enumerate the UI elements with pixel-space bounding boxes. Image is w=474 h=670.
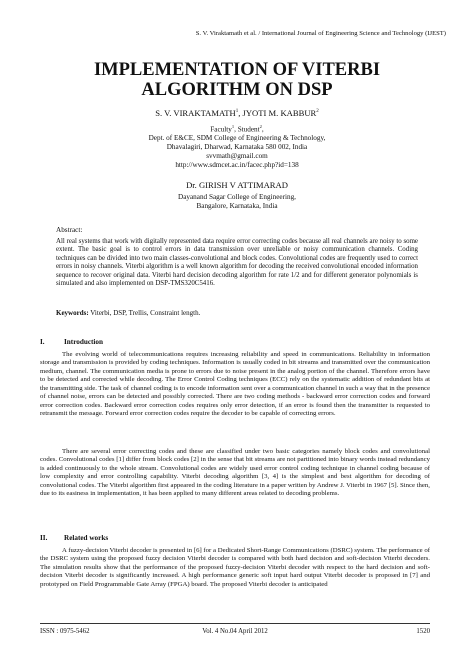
footer-volume: Vol. 4 No.04 April 2012 — [202, 628, 268, 635]
role-student: , Student — [234, 125, 260, 134]
author-2-sup: 2 — [316, 109, 319, 115]
affiliation-dept: Dept. of E&CE, SDM College of Engineering & Technology, — [148, 134, 326, 143]
author-url: http://www.sdmcet.ac.in/facec.php?id=138 — [175, 161, 299, 170]
author-roles — [0, 122, 474, 134]
keywords-label: Keywords: — [56, 309, 89, 317]
section-heading-1 — [40, 338, 103, 346]
role-student-sup: 2 — [259, 124, 262, 129]
section-number: I. — [40, 338, 45, 346]
title-line-2: ALGORITHM ON DSP — [141, 80, 333, 100]
author-separator: , — [238, 108, 243, 118]
paper-title — [0, 60, 474, 100]
author-line — [0, 108, 474, 118]
author-1: S. V. VIRAKTAMATH — [155, 108, 236, 118]
role-faculty: Faculty — [210, 125, 232, 134]
abstract-text: All real systems that work with digitally represented data require error correcting codes because all real channels are noisy to some extent. The basic goal is to control errors in data transmission over unreliable or noisy communication channels. Coding techniques can be divided into two main classes-convolutional and block codes. Convolutional codes are frequently used to correct errors in noisy channels. Viterbi algorithm is a well known algorithm for decoding the received convolutional encoded information sequence to recover original data. Viterbi hard decision decoding algorithm for rate 1/2 and for different generator polynomials is simulated and also implemented on DSP-TMS320C5416. — [56, 238, 418, 288]
section-title: Introduction — [64, 338, 104, 346]
section-1-paragraph-2: There are several error correcting codes and these are classified under two basic categories namely block codes and convolutional codes. Convolutional codes [1] differ from block codes [2] in the sense that bit streams are not partitioned into binary words instead redundancy is added continuously to the whole stream. Convolutional codes are widely used error control coding technique in channel coding because of low complexity and error controlling capability. Viterbi decoding algorithm [3, 4] is the simplest and best algorithm for decoding of convolutional codes. The Viterbi algorithm first appeared in the coding literature in a paper written by Andrew J. Viterbi in 1967 [5]. Since then, due to its easiness in implementation, it has been applied to many different areas related to decoding problems. — [40, 448, 430, 498]
keywords — [56, 309, 418, 317]
affiliation-2-city: Bangalore, Karnataka, India — [196, 202, 278, 210]
section-1-paragraph-1: The evolving world of telecommunications requires increasing reliability and speed in communications. Reliability in information storage and transmission is provided by coding techniques. Information is usually coded in bit streams and transmitted over the communication medium, channel. The communication media is prone to errors due to noise present in the analog portion of the channel. Therefore errors have to be detected and corrected while decoding. The Error Control Coding techniques (ECC) rely on the systematic addition of redundant bits at the transmitting side. The task of channel coding is to encode information sent over a communication channel in such a way that in the presence of channel noise, errors can be detected and possibly corrected. There are two coding methods - backward error correction codes and forward error correction codes. Backward error correction codes requires only error detection, if an error is found then the transmitter is requested to retransmit the message. Forward error correction codes require the decoder to be capable of correcting errors. — [40, 351, 430, 418]
section-number: II. — [40, 534, 48, 542]
footer-rule — [40, 623, 430, 624]
author-email: svvmath@gmail.com — [206, 152, 268, 161]
section-2-paragraph-1: A fuzzy-decision Viterbi decoder is presented in [6] for a Dedicated Short-Range Communications (DSRC) system. The performance of the DSRC system using the proposed fuzzy decision Viterbi decoder is compared with both hard decision and soft-decision Viterbi decoders. The simulation results show that the performance of the proposed fuzzy-decision Viterbi decoder with respect to the hard decision and soft-decision Viterbi decoder is significantly increased. A high performance generic soft input hard output Viterbi decoder is proposed in [7] and prototyped on Field Programmable Gate Array (FPGA) board. The proposed Viterbi decoder is anticipated — [40, 547, 430, 588]
role-end: , — [261, 125, 264, 134]
title-line-1: IMPLEMENTATION OF VITERBI — [93, 60, 381, 80]
keywords-text: Viterbi, DSP, Trellis, Constraint length. — [88, 309, 201, 317]
author-2: JYOTI M. KABBUR — [242, 108, 317, 118]
section-title: Related works — [64, 534, 109, 542]
section-heading-2 — [40, 534, 108, 542]
footer-issn: ISSN : 0975-5462 — [40, 628, 90, 635]
role-faculty-sup: 1 — [231, 124, 235, 129]
author-1-sup: 1 — [235, 109, 239, 115]
author-3: Dr. GIRISH V ATTIMARAD — [186, 180, 288, 190]
affiliation-2 — [0, 193, 474, 211]
affiliation-city: Dhavalagiri, Dharwad, Karnataka 580 002, India — [166, 143, 308, 152]
abstract-label: Abstract: — [56, 226, 83, 234]
running-header: S. V. Viraktamath et al. / International Journal of Engineering Science and Technology (IJEST) — [195, 30, 446, 37]
affiliation-1 — [0, 122, 474, 170]
footer-page-number: 1520 — [416, 628, 430, 635]
affiliation-2-college: Dayanand Sagar College of Engineering, — [178, 193, 296, 201]
